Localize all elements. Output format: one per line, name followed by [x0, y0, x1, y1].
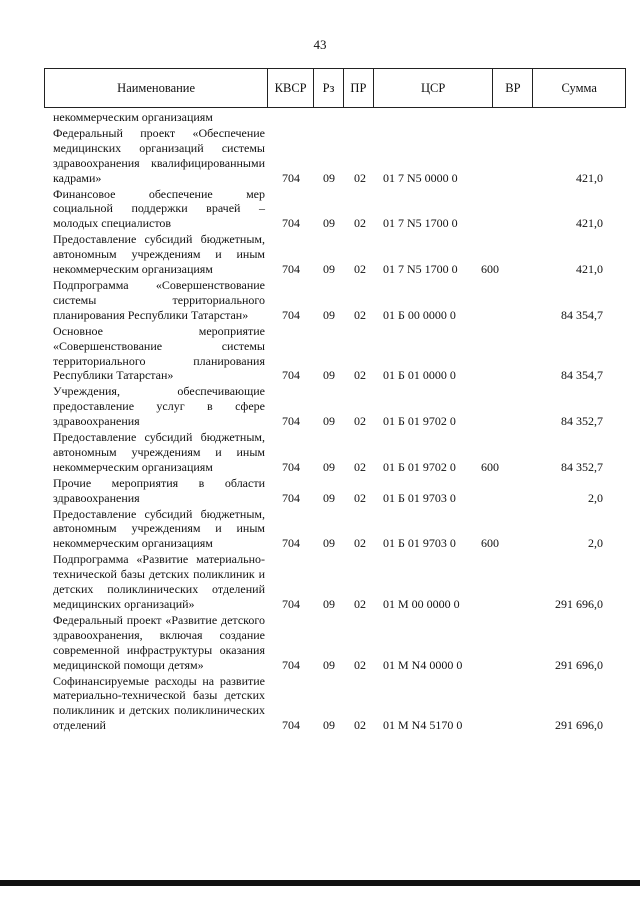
- row-csr: 01 Б 01 0000 0: [383, 368, 456, 383]
- row-csr: 01 Б 01 9702 0: [383, 414, 456, 429]
- row-name: Прочие мероприятия в области здравоохранения: [53, 475, 265, 505]
- table-row: [53, 324, 613, 384]
- header-kvsr: КВСР: [268, 69, 314, 107]
- row-kvsr: 704: [282, 490, 300, 505]
- table-row: [53, 507, 613, 552]
- row-sum: 2,0: [588, 490, 603, 505]
- row-sum: 421,0: [576, 262, 603, 277]
- header-sum: Сумма: [561, 80, 597, 95]
- table-row: [53, 613, 613, 673]
- row-name: Федеральный проект «Обеспечение медицинских организаций системы здравоохранения квалифицированными кадрами»: [53, 125, 265, 185]
- row-pr: 02: [354, 597, 366, 611]
- row-pr: 02: [354, 216, 366, 231]
- row-sum: 291 696,0: [555, 718, 603, 733]
- row-vr: 600: [481, 536, 499, 551]
- table-row: [53, 126, 613, 186]
- row-name: Основное мероприятие «Совершенствование системы территориального планирования Республики Татарстан»: [53, 323, 265, 383]
- row-pr: 02: [354, 170, 366, 185]
- row-sum: 291 696,0: [555, 657, 603, 672]
- row-rz: 09: [323, 490, 335, 505]
- row-rz: 09: [323, 597, 335, 611]
- table-row: [53, 187, 613, 232]
- table-row: [53, 278, 613, 323]
- row-pr: 02: [354, 657, 366, 672]
- row-rz: 09: [323, 459, 335, 474]
- row-csr: 01 7 N5 1700 0: [383, 216, 458, 231]
- row-name: Предоставление субсидий бюджетным, автономным учреждениям и иным некоммерческим организациям: [53, 430, 265, 474]
- row-rz: 09: [323, 262, 335, 277]
- row-sum: 84 352,7: [561, 414, 603, 429]
- row-rz: 09: [323, 307, 335, 322]
- row-kvsr: 704: [282, 307, 300, 322]
- row-rz: 09: [323, 536, 335, 551]
- table-body: [53, 110, 613, 734]
- row-name: некоммерческим организациям: [53, 110, 213, 124]
- table-row: [53, 476, 613, 506]
- row-csr: 01 7 N5 1700 0: [383, 262, 458, 277]
- row-pr: 02: [354, 368, 366, 383]
- row-sum: 291 696,0: [555, 597, 603, 611]
- row-vr: 600: [481, 262, 499, 277]
- row-rz: 09: [323, 170, 335, 185]
- row-name: Подпрограмма «Совершенствование системы территориального планирования Республики Татарстан»: [53, 277, 265, 322]
- row-name: Финансовое обеспечение мер социальной поддержки врачей – молодых специалистов: [53, 186, 265, 231]
- row-kvsr: 704: [282, 536, 300, 551]
- header-vr: ВР: [493, 69, 533, 107]
- row-kvsr: 704: [282, 597, 300, 611]
- row-kvsr: 704: [282, 262, 300, 277]
- row-csr: 01 Б 01 9702 0: [383, 459, 456, 474]
- row-csr: 01 М N4 0000 0: [383, 657, 463, 672]
- row-kvsr: 704: [282, 657, 300, 672]
- row-kvsr: 704: [282, 368, 300, 383]
- row-sum: 421,0: [576, 170, 603, 185]
- row-kvsr: 704: [282, 459, 300, 474]
- table-header: [44, 68, 626, 108]
- table-row: [53, 430, 613, 475]
- row-vr: 600: [481, 459, 499, 474]
- row-rz: 09: [323, 414, 335, 429]
- row-name: Учреждения, обеспечивающие предоставление услуг в сфере здравоохранения: [53, 384, 265, 429]
- scan-edge: [0, 880, 640, 886]
- table-row: [53, 552, 613, 612]
- row-sum: 84 354,7: [561, 368, 603, 383]
- row-kvsr: 704: [282, 170, 300, 185]
- row-name: Подпрограмма «Развитие материально-технической базы детских поликлиник и детских поликлинических отделений медицинских организаций»: [53, 552, 265, 611]
- row-pr: 02: [354, 459, 366, 474]
- header-pr: ПР: [344, 69, 374, 107]
- row-name: Предоставление субсидий бюджетным, автономным учреждениям и иным некоммерческим организациям: [53, 506, 265, 551]
- table-row: [53, 110, 613, 125]
- row-csr: 01 7 N5 0000 0: [383, 170, 458, 185]
- row-pr: 02: [354, 262, 366, 277]
- row-csr: 01 Б 01 9703 0: [383, 490, 456, 505]
- table-row: [53, 232, 613, 277]
- header-csr: ЦСР: [374, 69, 494, 107]
- row-pr: 02: [354, 490, 366, 505]
- row-rz: 09: [323, 368, 335, 383]
- row-rz: 09: [323, 718, 335, 733]
- row-sum: 84 354,7: [561, 307, 603, 322]
- row-pr: 02: [354, 414, 366, 429]
- row-pr: 02: [354, 307, 366, 322]
- row-kvsr: 704: [282, 216, 300, 231]
- row-name: Предоставление субсидий бюджетным, автономным учреждениям и иным некоммерческим организациям: [53, 232, 265, 277]
- row-sum: 421,0: [576, 216, 603, 231]
- table-row: [53, 384, 613, 429]
- row-name: Софинансируемые расходы на развитие материально-технической базы детских поликлиник и детских поликлинических отделений: [53, 673, 265, 733]
- row-kvsr: 704: [282, 414, 300, 429]
- row-rz: 09: [323, 216, 335, 231]
- row-sum: 2,0: [588, 536, 603, 551]
- page-number: 43: [313, 37, 327, 52]
- header-rz: Рз: [314, 69, 344, 107]
- row-pr: 02: [354, 536, 366, 551]
- row-kvsr: 704: [282, 718, 300, 733]
- row-csr: 01 Б 01 9703 0: [383, 536, 456, 551]
- row-sum: 84 352,7: [561, 459, 603, 474]
- row-rz: 09: [323, 657, 335, 672]
- header-name: Наименование: [45, 69, 268, 107]
- row-csr: 01 М 00 0000 0: [383, 597, 460, 611]
- row-csr: 01 Б 00 0000 0: [383, 307, 456, 322]
- table-row: [53, 674, 613, 734]
- row-name: Федеральный проект «Развитие детского здравоохранения, включая создание современной инфраструктуры оказания медицинской помощи детям»: [53, 612, 265, 672]
- row-csr: 01 М N4 5170 0: [383, 718, 463, 733]
- row-pr: 02: [354, 718, 366, 733]
